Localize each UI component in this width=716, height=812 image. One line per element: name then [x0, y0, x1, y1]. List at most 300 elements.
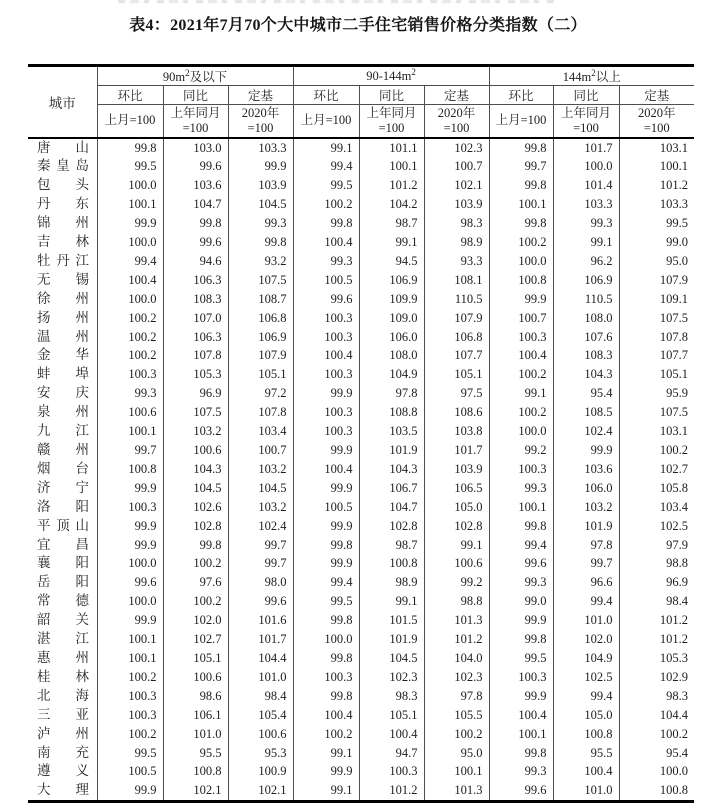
index-value: 101.0 — [163, 725, 228, 744]
city-name: 大 理 — [28, 781, 97, 801]
index-value: 106.9 — [553, 271, 619, 290]
index-value: 105.1 — [424, 365, 489, 384]
index-value: 95.4 — [666, 745, 689, 760]
index-value: 103.1 — [659, 140, 689, 155]
index-value: 100.5 — [293, 498, 359, 517]
index-value: 95.3 — [228, 744, 293, 763]
index-value: 99.8 — [489, 744, 553, 763]
table-row — [28, 422, 694, 441]
index-value: 107.5 — [659, 310, 689, 325]
index-value: 102.4 — [553, 422, 619, 441]
index-value: 100.4 — [489, 346, 553, 365]
index-value: 107.7 — [659, 348, 689, 363]
index-value: 100.0 — [293, 630, 359, 649]
index-value: 101.9 — [359, 630, 424, 649]
index-value: 105.1 — [659, 367, 689, 382]
index-value: 97.8 — [359, 384, 424, 403]
index-value: 99.4 — [553, 687, 619, 706]
index-value: 99.8 — [293, 536, 359, 555]
table-row — [28, 536, 694, 555]
index-value: 99.8 — [489, 517, 553, 536]
city-name: 韶 关 — [28, 611, 97, 630]
index-value: 103.9 — [424, 460, 489, 479]
city-name: 常 德 — [28, 592, 97, 611]
index-value: 100.2 — [489, 233, 553, 252]
index-value: 95.9 — [666, 386, 689, 401]
index-value: 100.4 — [359, 725, 424, 744]
table-row — [28, 441, 694, 460]
table-row — [28, 611, 694, 630]
index-value: 97.8 — [553, 536, 619, 555]
base-header-prev-year: 上年同月 =100 — [359, 105, 424, 138]
index-value: 99.9 — [97, 214, 163, 233]
index-value: 104.3 — [553, 365, 619, 384]
index-value: 99.9 — [489, 687, 553, 706]
table-row — [28, 157, 694, 176]
city-name: 济 宁 — [28, 479, 97, 498]
index-value: 98.7 — [359, 214, 424, 233]
table-row — [28, 687, 694, 706]
city-name: 襄 阳 — [28, 554, 97, 573]
index-value: 99.8 — [163, 214, 228, 233]
index-value: 105.8 — [659, 480, 689, 495]
table-row — [28, 706, 694, 725]
table-row — [28, 195, 694, 214]
index-value: 100.2 — [293, 725, 359, 744]
index-value: 100.3 — [97, 498, 163, 517]
city-name: 烟 台 — [28, 460, 97, 479]
index-value: 104.5 — [359, 649, 424, 668]
index-value: 103.2 — [228, 460, 293, 479]
index-value: 99.1 — [424, 536, 489, 555]
city-name: 泉 州 — [28, 403, 97, 422]
index-value: 97.5 — [424, 384, 489, 403]
index-value: 99.6 — [228, 592, 293, 611]
index-value: 99.8 — [97, 138, 163, 158]
index-value: 107.6 — [553, 328, 619, 347]
index-value: 104.4 — [228, 649, 293, 668]
index-value: 100.0 — [489, 252, 553, 271]
index-value: 106.8 — [228, 309, 293, 328]
index-value: 99.1 — [293, 744, 359, 763]
index-value: 109.1 — [659, 291, 689, 306]
index-value: 95.4 — [553, 384, 619, 403]
city-name: 无 锡 — [28, 271, 97, 290]
index-value: 102.7 — [163, 630, 228, 649]
index-value: 104.2 — [359, 195, 424, 214]
index-value: 99.6 — [163, 233, 228, 252]
col-header-mom: 环比 — [97, 86, 163, 105]
index-value: 102.4 — [228, 517, 293, 536]
index-value: 107.5 — [228, 271, 293, 290]
group-label-text: 及以下 — [189, 70, 228, 84]
group-label-text: 90m — [162, 70, 186, 84]
city-name: 泸 州 — [28, 725, 97, 744]
price-index-table — [28, 64, 694, 803]
index-value: 106.9 — [359, 271, 424, 290]
index-value: 103.4 — [659, 499, 689, 514]
index-value: 108.6 — [424, 403, 489, 422]
index-value: 100.0 — [659, 764, 689, 779]
index-value: 100.3 — [97, 687, 163, 706]
index-value: 98.3 — [359, 687, 424, 706]
col-group-90-144 — [293, 66, 489, 86]
table-row — [28, 517, 694, 536]
index-value: 100.3 — [359, 762, 424, 781]
index-value: 99.6 — [163, 157, 228, 176]
index-value: 107.8 — [228, 403, 293, 422]
base-header-prev-year: 上年同月 =100 — [163, 105, 228, 138]
index-value: 100.8 — [659, 783, 689, 798]
table-row — [28, 592, 694, 611]
index-value: 98.9 — [424, 233, 489, 252]
table-row — [28, 309, 694, 328]
superscript-2: 2 — [411, 66, 416, 77]
index-value: 100.1 — [97, 649, 163, 668]
index-value: 99.0 — [489, 592, 553, 611]
index-value: 99.7 — [228, 554, 293, 573]
group-label-text: 144m — [562, 70, 592, 84]
index-value: 100.8 — [359, 554, 424, 573]
index-value: 103.3 — [659, 197, 689, 212]
index-value: 100.3 — [293, 668, 359, 687]
index-value: 99.9 — [489, 290, 553, 309]
base-header-prev-month: 上月=100 — [97, 105, 163, 138]
city-name: 丹 东 — [28, 195, 97, 214]
city-name: 蚌 埠 — [28, 365, 97, 384]
index-value: 105.5 — [424, 706, 489, 725]
table-row — [28, 725, 694, 744]
group-label-text: 90-144m — [366, 68, 412, 83]
col-header-fixed-base: 定基 — [228, 86, 293, 105]
index-value: 98.7 — [359, 536, 424, 555]
base-header-prev-month: 上月=100 — [293, 105, 359, 138]
index-value: 100.0 — [553, 157, 619, 176]
city-name: 唐 山 — [28, 138, 97, 158]
index-value: 100.2 — [424, 725, 489, 744]
city-name: 包 头 — [28, 176, 97, 195]
index-value: 99.3 — [97, 384, 163, 403]
index-value: 99.6 — [489, 554, 553, 573]
city-name: 徐 州 — [28, 290, 97, 309]
index-value: 106.3 — [163, 271, 228, 290]
index-value: 100.2 — [489, 403, 553, 422]
city-name: 锦 州 — [28, 214, 97, 233]
index-value: 104.9 — [553, 649, 619, 668]
index-value: 109.9 — [359, 290, 424, 309]
col-group-90-below — [97, 66, 293, 86]
index-value: 104.5 — [228, 195, 293, 214]
index-value: 100.3 — [489, 668, 553, 687]
col-group-144-above — [489, 66, 694, 86]
index-value: 99.9 — [293, 554, 359, 573]
index-value: 106.9 — [228, 328, 293, 347]
index-value: 106.8 — [424, 328, 489, 347]
col-header-yoy: 同比 — [553, 86, 619, 105]
index-value: 107.9 — [424, 309, 489, 328]
index-value: 105.1 — [228, 365, 293, 384]
index-value: 108.7 — [228, 290, 293, 309]
index-value: 105.1 — [359, 706, 424, 725]
index-value: 104.0 — [424, 649, 489, 668]
index-value: 99.8 — [293, 611, 359, 630]
city-name: 宜 昌 — [28, 536, 97, 555]
index-value: 94.5 — [359, 252, 424, 271]
index-value: 100.3 — [97, 365, 163, 384]
superscript-2: 2 — [185, 67, 190, 78]
index-value: 96.6 — [553, 573, 619, 592]
city-name: 安 庆 — [28, 384, 97, 403]
table-row — [28, 271, 694, 290]
index-value: 93.3 — [424, 252, 489, 271]
index-value: 95.0 — [424, 744, 489, 763]
index-value: 98.6 — [163, 687, 228, 706]
index-value: 100.3 — [489, 460, 553, 479]
index-value: 99.9 — [97, 536, 163, 555]
index-value: 101.3 — [424, 611, 489, 630]
index-value: 110.5 — [424, 290, 489, 309]
index-value: 101.2 — [659, 178, 689, 193]
index-value: 100.3 — [293, 328, 359, 347]
index-value: 100.4 — [293, 233, 359, 252]
table-row — [28, 649, 694, 668]
index-value: 98.0 — [228, 573, 293, 592]
index-value: 99.9 — [293, 441, 359, 460]
index-value: 103.6 — [163, 176, 228, 195]
city-name: 扬 州 — [28, 309, 97, 328]
index-value: 103.4 — [228, 422, 293, 441]
index-value: 99.8 — [293, 649, 359, 668]
city-name: 南 充 — [28, 744, 97, 763]
table-header — [28, 66, 694, 138]
index-value: 99.9 — [489, 611, 553, 630]
index-value: 102.9 — [659, 669, 689, 684]
index-value: 100.2 — [97, 328, 163, 347]
col-header-city: 城市 — [28, 66, 97, 138]
index-value: 99.6 — [293, 290, 359, 309]
index-value: 100.5 — [293, 271, 359, 290]
index-value: 100.3 — [293, 309, 359, 328]
index-value: 100.2 — [97, 668, 163, 687]
index-value: 100.5 — [97, 762, 163, 781]
index-value: 98.4 — [228, 687, 293, 706]
table-row — [28, 630, 694, 649]
index-value: 99.9 — [293, 479, 359, 498]
index-value: 100.3 — [489, 328, 553, 347]
index-value: 100.6 — [97, 403, 163, 422]
index-value: 103.6 — [553, 460, 619, 479]
table-row — [28, 176, 694, 195]
index-value: 99.9 — [293, 384, 359, 403]
index-value: 99.3 — [489, 479, 553, 498]
index-value: 102.1 — [228, 781, 293, 801]
index-value: 99.8 — [293, 687, 359, 706]
index-value: 99.8 — [489, 176, 553, 195]
index-value: 106.0 — [359, 328, 424, 347]
index-value: 105.0 — [424, 498, 489, 517]
col-header-fixed-base: 定基 — [424, 86, 489, 105]
index-value: 99.8 — [489, 630, 553, 649]
city-name: 秦 皇 岛 — [28, 157, 97, 176]
index-value: 101.9 — [553, 517, 619, 536]
index-value: 101.4 — [553, 176, 619, 195]
index-value: 99.9 — [553, 441, 619, 460]
table-row — [28, 498, 694, 517]
index-value: 101.9 — [359, 441, 424, 460]
index-value: 101.2 — [424, 630, 489, 649]
city-name: 遵 义 — [28, 762, 97, 781]
index-value: 102.8 — [359, 517, 424, 536]
table-row — [28, 290, 694, 309]
index-value: 99.6 — [97, 573, 163, 592]
index-value: 94.7 — [359, 744, 424, 763]
index-value: 101.0 — [228, 668, 293, 687]
index-value: 100.8 — [489, 271, 553, 290]
index-value: 98.8 — [666, 556, 689, 571]
index-value: 99.7 — [553, 554, 619, 573]
index-value: 103.3 — [553, 195, 619, 214]
index-value: 99.3 — [553, 214, 619, 233]
table-row — [28, 384, 694, 403]
index-value: 107.8 — [659, 329, 689, 344]
index-value: 99.8 — [293, 214, 359, 233]
index-value: 99.9 — [228, 157, 293, 176]
index-value: 100.1 — [97, 195, 163, 214]
index-value: 100.1 — [424, 762, 489, 781]
index-value: 109.0 — [359, 309, 424, 328]
index-value: 100.1 — [489, 195, 553, 214]
index-value: 98.4 — [666, 594, 689, 609]
table-row — [28, 460, 694, 479]
index-value: 102.3 — [359, 668, 424, 687]
table-row — [28, 554, 694, 573]
index-value: 99.5 — [489, 649, 553, 668]
index-value: 104.5 — [163, 479, 228, 498]
col-header-yoy: 同比 — [163, 86, 228, 105]
index-value: 99.7 — [97, 441, 163, 460]
index-value: 93.2 — [228, 252, 293, 271]
base-header-prev-year: 上年同月 =100 — [553, 105, 619, 138]
index-value: 108.8 — [359, 403, 424, 422]
index-value: 98.9 — [359, 573, 424, 592]
table-row — [28, 762, 694, 781]
index-value: 95.5 — [163, 744, 228, 763]
city-name: 温 州 — [28, 328, 97, 347]
index-value: 105.3 — [163, 365, 228, 384]
index-value: 100.2 — [163, 592, 228, 611]
index-value: 101.3 — [424, 781, 489, 801]
index-value: 100.7 — [489, 309, 553, 328]
table-row — [28, 365, 694, 384]
index-value: 100.2 — [97, 725, 163, 744]
base-header-prev-month: 上月=100 — [489, 105, 553, 138]
index-value: 100.4 — [553, 762, 619, 781]
index-value: 106.0 — [553, 479, 619, 498]
index-value: 96.9 — [666, 575, 689, 590]
index-value: 100.1 — [659, 159, 689, 174]
index-value: 100.2 — [293, 195, 359, 214]
index-value: 100.4 — [293, 346, 359, 365]
table-row — [28, 781, 694, 801]
index-value: 102.1 — [424, 176, 489, 195]
index-value: 100.4 — [293, 460, 359, 479]
index-value: 97.2 — [228, 384, 293, 403]
index-value: 99.1 — [359, 233, 424, 252]
index-value: 107.7 — [424, 346, 489, 365]
index-value: 107.0 — [163, 309, 228, 328]
table-row — [28, 346, 694, 365]
index-value: 100.6 — [228, 725, 293, 744]
city-name: 九 江 — [28, 422, 97, 441]
index-value: 99.1 — [489, 384, 553, 403]
index-value: 101.2 — [659, 613, 689, 628]
index-value: 100.0 — [97, 290, 163, 309]
col-header-yoy: 同比 — [359, 86, 424, 105]
index-value: 103.9 — [228, 176, 293, 195]
index-value: 104.3 — [359, 460, 424, 479]
index-value: 101.0 — [553, 781, 619, 801]
city-name: 金 华 — [28, 346, 97, 365]
index-value: 100.4 — [293, 706, 359, 725]
index-value: 100.4 — [97, 271, 163, 290]
table-row — [28, 744, 694, 763]
index-value: 107.8 — [163, 346, 228, 365]
city-name: 牡 丹 江 — [28, 252, 97, 271]
cropped-text-remnant — [118, 0, 558, 3]
base-header-2020: 2020年 =100 — [638, 105, 676, 135]
index-value: 104.4 — [659, 707, 689, 722]
index-value: 100.8 — [97, 460, 163, 479]
city-name: 吉 林 — [28, 233, 97, 252]
index-value: 100.4 — [489, 706, 553, 725]
base-header-2020: 2020年 =100 — [424, 105, 489, 138]
index-value: 99.2 — [489, 441, 553, 460]
measure-header-row — [28, 86, 694, 105]
index-value: 99.0 — [666, 235, 689, 250]
index-value: 100.2 — [163, 554, 228, 573]
index-value: 100.3 — [293, 422, 359, 441]
index-value: 99.7 — [228, 536, 293, 555]
index-value: 100.2 — [489, 365, 553, 384]
index-value: 99.7 — [489, 157, 553, 176]
index-value: 100.1 — [489, 725, 553, 744]
col-header-fixed-base: 定基 — [619, 86, 694, 105]
index-value: 100.0 — [97, 554, 163, 573]
index-value: 102.1 — [163, 781, 228, 801]
index-value: 100.3 — [97, 706, 163, 725]
index-value: 103.5 — [359, 422, 424, 441]
index-value: 100.8 — [163, 762, 228, 781]
index-value: 95.5 — [553, 744, 619, 763]
index-value: 107.5 — [163, 403, 228, 422]
index-value: 100.2 — [97, 346, 163, 365]
index-value: 103.8 — [424, 422, 489, 441]
index-value: 99.1 — [293, 781, 359, 801]
index-value: 105.1 — [163, 649, 228, 668]
index-value: 103.2 — [553, 498, 619, 517]
index-value: 108.1 — [424, 271, 489, 290]
index-value: 102.3 — [424, 668, 489, 687]
col-header-mom: 环比 — [489, 86, 553, 105]
index-value: 100.2 — [659, 443, 689, 457]
index-value: 99.8 — [228, 233, 293, 252]
city-name: 赣 州 — [28, 441, 97, 460]
index-value: 99.5 — [666, 216, 689, 231]
index-value: 103.1 — [659, 424, 689, 439]
index-value: 99.4 — [293, 573, 359, 592]
city-name: 洛 阳 — [28, 498, 97, 517]
index-value: 108.5 — [553, 403, 619, 422]
